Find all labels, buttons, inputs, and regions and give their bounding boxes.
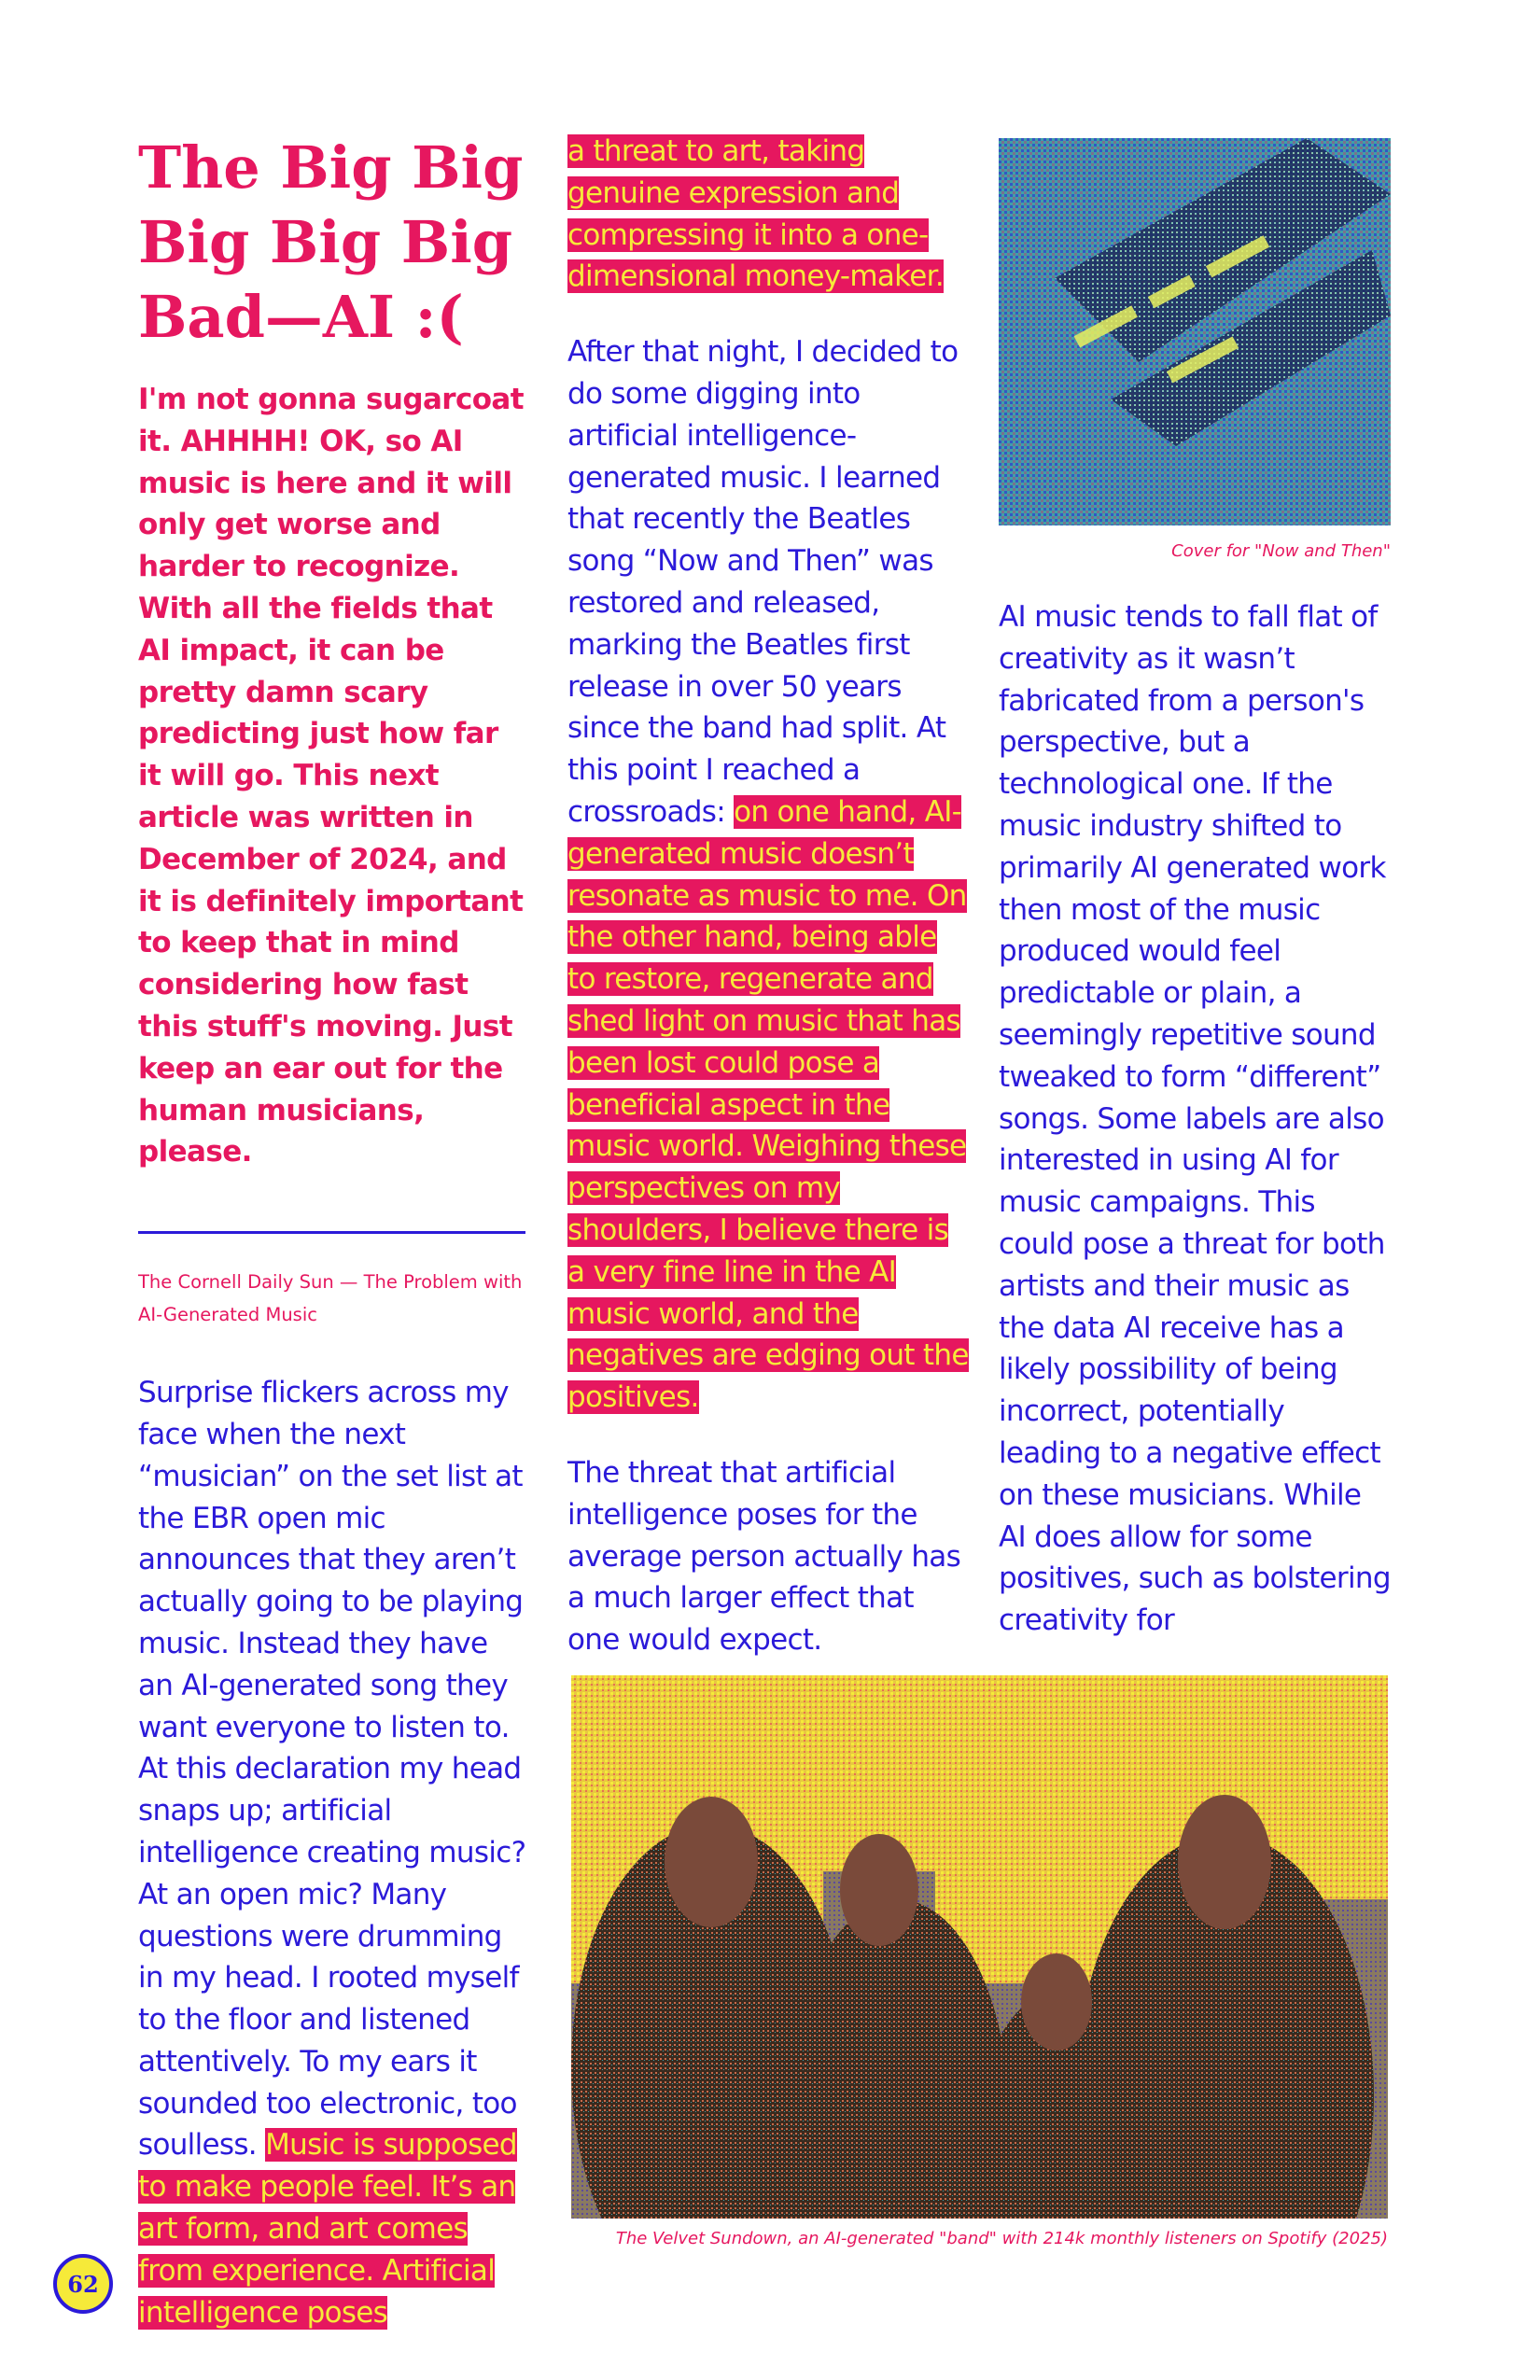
highlighted-text: on one hand, AI-generated music doesn’t resonate as music to me. On the other hand, being able to restore, regenerate and shed light on music that has been lost could pose a beneficial aspect in the music world. Weighing these perspectives on my shoulders, I believe there is a very fine line in the AI music world, and the negatives are edging out the positives. — [567, 794, 969, 1415]
column-2 — [567, 131, 969, 1661]
cover-caption: Cover for "Now and Then" — [1171, 541, 1391, 561]
divider-rule — [138, 1231, 525, 1234]
body-paragraph: The threat that artificial intelligence poses for the average person actually has a much larger effect that one would expect. — [567, 1455, 961, 1658]
body-text: After that night, I decided to do some digging into artificial intelligence-generated music. I learned that recently the Beatles song “Now and Then” was restored and released, marking the Beatles first release in over 50 years since the band had split. At this point I reached a crossroads: — [567, 335, 959, 829]
source-credit: The Cornell Daily Sun — The Problem with AI-Generated Music — [138, 1271, 523, 1326]
now-and-then-cover-image — [999, 138, 1391, 525]
highlighted-text: a threat to art, taking genuine expression and compressing it into a one-dimensional money-maker. — [567, 134, 944, 294]
velvet-sundown-photo — [571, 1675, 1388, 2219]
body-text: Surprise flickers across my face when the next “musician” on the set list at the EBR open mic announces that they aren’t actually going to be playing music. Instead they have an AI-generated song they want everyone to listen to. At this declaration my head snaps up; artificial intelligence creating music? At an open mic? Many questions were drumming in my head. I rooted myself to the floor and listened attentively. To my ears it sounded too electronic, too soulless. — [138, 1376, 526, 2163]
column-3 — [999, 138, 1391, 1642]
editor-intro: I'm not gonna sugarcoat it. AHHHH! OK, so AI music is here and it will only get worse and harder to recognize. With all the fields that AI impact, it can be pretty damn scary predicting just how far it will go. This next article was written in December of 2024, and it is definitely important to keep that in mind considering how fast this stuff's moving. Just keep an ear out for the human musicians, please. — [138, 383, 524, 1169]
page-number-badge: 62 — [53, 2254, 113, 2314]
body-paragraph — [138, 1372, 530, 2333]
column-1 — [138, 131, 530, 2333]
article-title: The Big Big Big Big Big Bad—AI :( — [138, 133, 524, 351]
body-paragraph: AI music tends to fall flat of creativity as it wasn’t fabricated from a person's perspective, but a technological one. If the music industry shifted to primarily AI generated work then most of the music produced would feel predictable or plain, a seemingly repetitive sound tweaked to form “different” songs. Some labels are also interested in using AI for music campaigns. This could pose a threat for both artists and their music as the data AI receive has a likely possibility of being incorrect, potentially leading to a negative effect on these musicians. While AI does allow for some positives, such as bolstering creativity for — [999, 600, 1391, 1638]
highlighted-text: Music is supposed to make people feel. It’s an art form, and art comes from experience. Artificial intelligence poses — [138, 2128, 517, 2330]
photo-caption: The Velvet Sundown, an AI-generated "band" with 214k monthly listeners on Spotify (2025) — [615, 2229, 1388, 2248]
body-paragraph — [567, 331, 969, 1419]
body-paragraph — [567, 131, 969, 298]
